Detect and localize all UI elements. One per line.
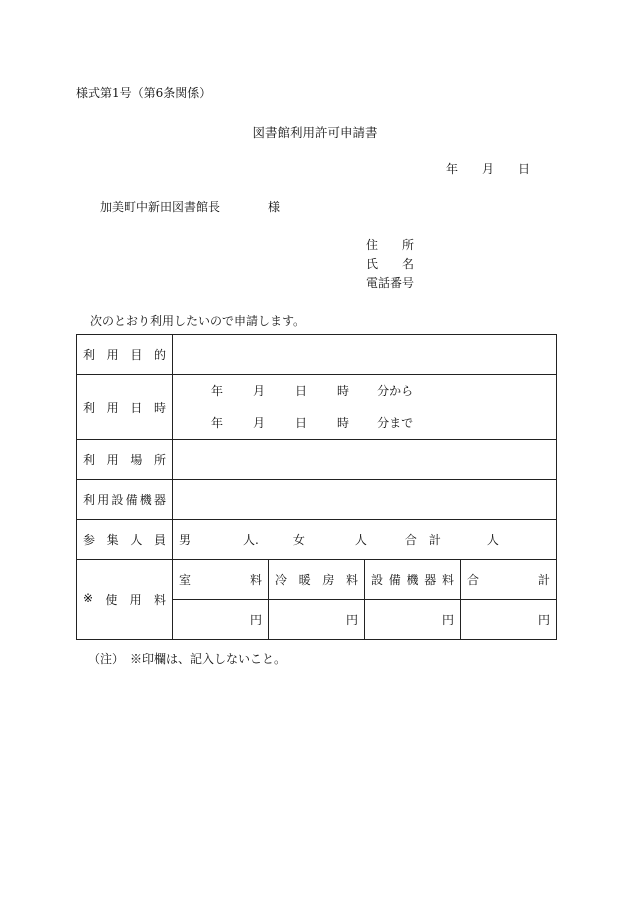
datetime-to: 年 月 日 時 分まで	[211, 416, 414, 430]
fee-room-field[interactable]: 円	[173, 600, 269, 640]
participants-field[interactable]	[173, 520, 557, 560]
date-year: 年	[446, 162, 459, 176]
date-day: 日	[518, 162, 531, 176]
fee-header-equipment: 設 備 機 器 料	[365, 560, 461, 600]
fee-hvac-field[interactable]: 円	[269, 600, 365, 640]
footnote: （注） ※印欄は、記入しないこと。	[88, 652, 287, 666]
applicant-name-label: 氏 名	[366, 257, 415, 271]
row-purpose	[77, 335, 557, 375]
female-unit: 人	[354, 533, 367, 547]
fee-equipment-field[interactable]: 円	[365, 600, 461, 640]
male-label: 男	[179, 533, 192, 547]
addressee-honorific: 様	[268, 200, 281, 214]
fee-header-room: 室 料	[173, 560, 269, 600]
applicant-address-label: 住 所	[366, 238, 415, 252]
applicant-phone-label: 電話番号	[366, 276, 415, 290]
fee-label: ※ 使 用 料	[77, 560, 173, 640]
equipment-label: 利 用 設 備 機 器	[77, 480, 173, 520]
datetime-label: 利 用 日 時	[77, 375, 173, 440]
date-line	[446, 160, 530, 177]
male-unit: 人.	[243, 533, 259, 547]
equipment-field[interactable]	[173, 480, 557, 520]
document-title: 図書館利用許可申請書	[252, 125, 378, 140]
fee-header-hvac: 冷 暖 房 料	[269, 560, 365, 600]
datetime-field[interactable]	[173, 375, 557, 440]
female-label: 女	[292, 533, 305, 547]
purpose-label: 利 用 目 的	[77, 335, 173, 375]
row-place	[77, 440, 557, 480]
fee-total-field[interactable]: 円	[461, 600, 557, 640]
addressee	[100, 198, 280, 215]
intro-text: 次のとおり利用したいので申請します。	[90, 314, 306, 328]
application-table	[76, 334, 557, 640]
row-equipment	[77, 480, 557, 520]
applicant-block	[366, 236, 414, 293]
fee-header-total: 合 計	[461, 560, 557, 600]
row-fee-headers	[77, 560, 557, 600]
purpose-field[interactable]	[173, 335, 557, 375]
place-label: 利 用 場 所	[77, 440, 173, 480]
datetime-from: 年 月 日 時 分から	[211, 384, 414, 398]
total-label: 合 計	[404, 533, 441, 547]
participants-label: 参 集 人 員	[77, 520, 173, 560]
addressee-name: 加美町中新田図書館長	[100, 200, 221, 214]
total-unit: 人	[486, 533, 499, 547]
form-number: 様式第1号（第6条関係）	[76, 86, 212, 100]
row-datetime	[77, 375, 557, 440]
date-month: 月	[482, 162, 495, 176]
place-field[interactable]	[173, 440, 557, 480]
row-participants	[77, 520, 557, 560]
